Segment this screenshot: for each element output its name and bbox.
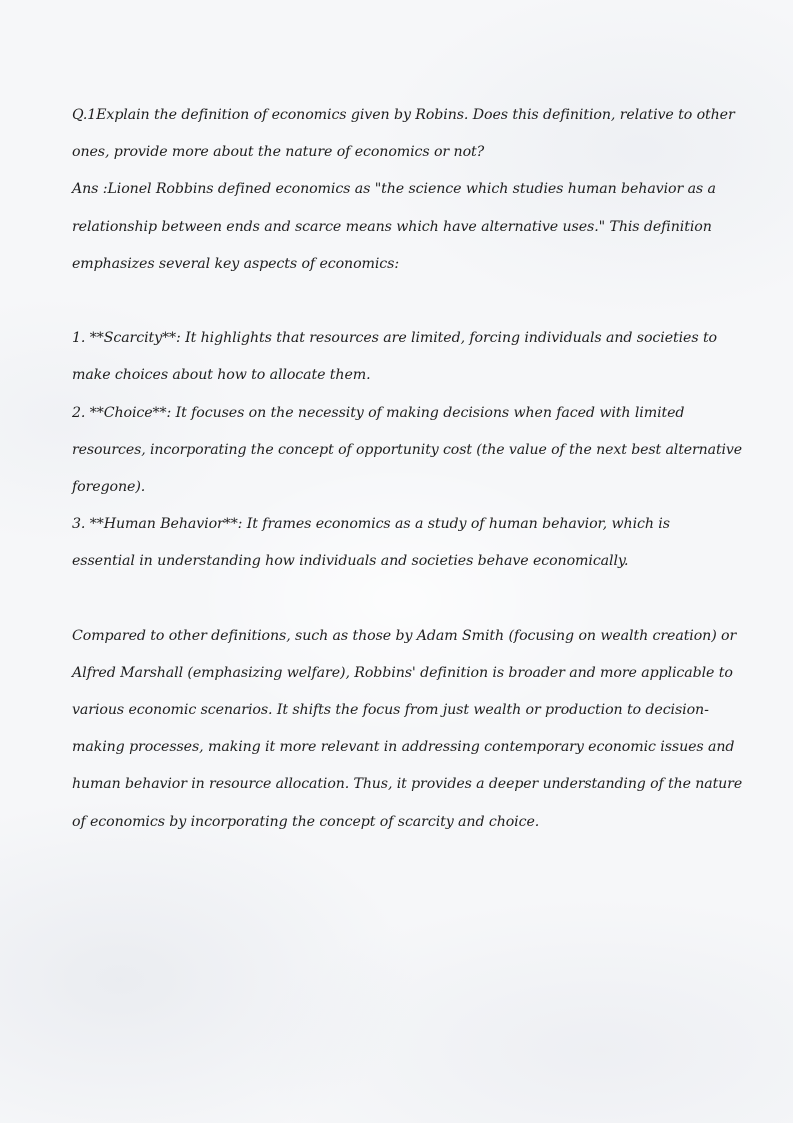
point-line: essential in understanding how individuals and societies behave economically. — [72, 553, 629, 570]
conclusion-line: Alfred Marshall (emphasizing welfare), Robbins' definition is broader and more applicable to — [72, 664, 733, 681]
conclusion-line: making processes, making it more relevant in addressing contemporary economic issues and — [72, 739, 735, 756]
answer-line: relationship between ends and scarce means which have alternative uses." This definition — [72, 218, 712, 235]
conclusion-line: Compared to other definitions, such as those by Adam Smith (focusing on wealth creation) or — [72, 627, 737, 644]
point-choice — [72, 395, 742, 507]
point-line: foregone). — [72, 478, 146, 495]
paragraph-spacer — [72, 283, 742, 320]
question-line: Q.1Explain the definition of economics given by Robins. Does this definition, relative to other — [72, 107, 735, 123]
point-line: resources, incorporating the concept of opportunity cost (the value of the next best alternative — [72, 441, 743, 458]
point-human-behavior — [72, 506, 742, 580]
conclusion-line: various economic scenarios. It shifts the focus from just wealth or production to decision- — [72, 702, 709, 718]
answer-intro-paragraph — [72, 171, 742, 283]
points-list — [72, 320, 742, 580]
handwritten-answer-page — [72, 97, 742, 841]
question-line: ones, provide more about the nature of economics or not? — [72, 144, 485, 161]
answer-line: Ans :Lionel Robbins defined economics as "the science which studies human behavior as a — [72, 181, 716, 198]
point-scarcity — [72, 320, 742, 394]
point-line: make choices about how to allocate them. — [72, 367, 371, 384]
conclusion-line: human behavior in resource allocation. Thus, it provides a deeper understanding of the nature — [72, 776, 743, 793]
conclusion-paragraph — [72, 618, 742, 841]
question-paragraph — [72, 97, 742, 171]
answer-line: emphasizes several key aspects of economics: — [72, 255, 400, 272]
point-line: 3. **Human Behavior**: It frames economics as a study of human behavior, which is — [72, 516, 670, 533]
point-line: 1. **Scarcity**: It highlights that resources are limited, forcing individuals and societies to — [72, 330, 717, 347]
point-line: 2. **Choice**: It focuses on the necessity of making decisions when faced with limited — [72, 404, 685, 421]
paragraph-spacer — [72, 580, 742, 617]
conclusion-line: of economics by incorporating the concept of scarcity and choice. — [72, 813, 540, 830]
